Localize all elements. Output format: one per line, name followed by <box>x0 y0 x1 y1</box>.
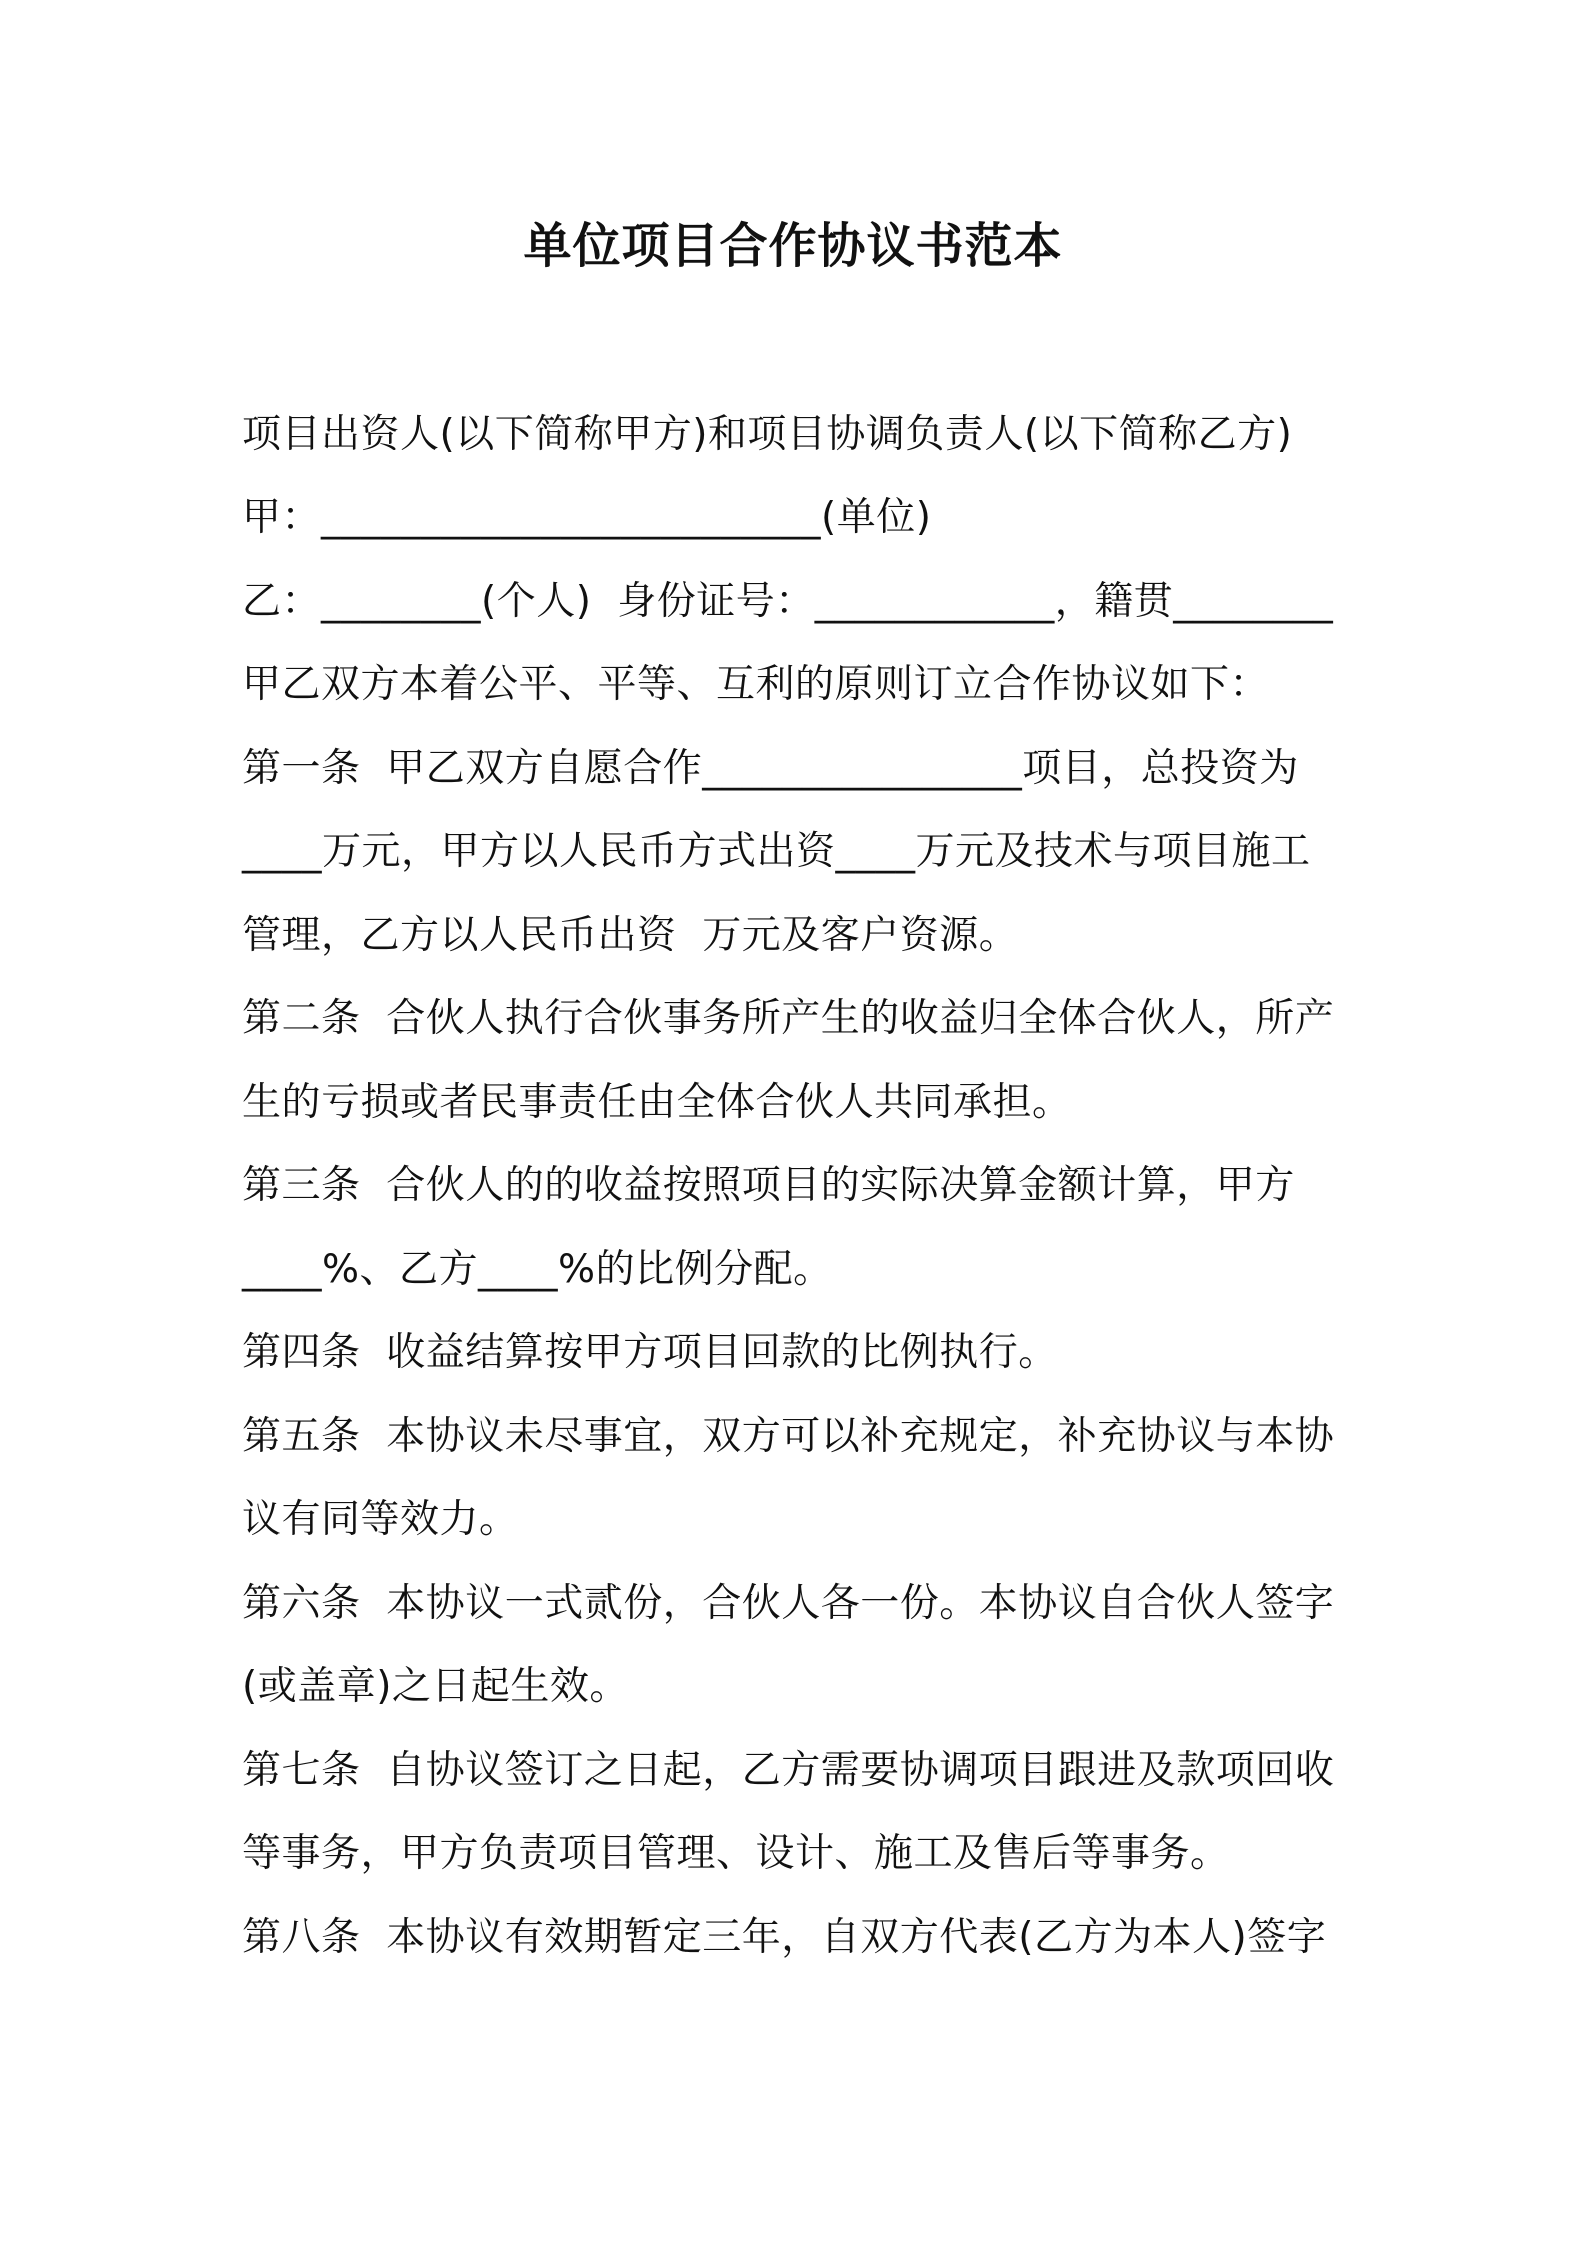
article-1-line-2: ____万元，甲方以人民币方式出资____万元及技术与项目施工 <box>242 829 1311 874</box>
article-1-line-3: 管理，乙方以人民币出资 万元及客户资源。 <box>242 913 1019 958</box>
article-2-line-1: 第二条 合伙人执行合伙事务所产生的收益归全体合伙人，所产 <box>242 996 1335 1041</box>
article-2-line-2: 生的亏损或者民事责任由全体合伙人共同承担。 <box>242 1080 1072 1125</box>
party-b-line: 乙：________(个人) 身份证号：____________，籍贯________ <box>242 579 1334 624</box>
article-5-line-1: 第五条 本协议未尽事宜，双方可以补充规定，补充协议与本协 <box>242 1414 1335 1459</box>
article-7-line-1: 第七条 自协议签订之日起，乙方需要协调项目跟进及款项回收 <box>242 1748 1335 1793</box>
article-6-line-1: 第六条 本协议一式贰份，合伙人各一份。本协议自合伙人签字 <box>242 1581 1335 1626</box>
party-a-line: 甲：_________________________(单位) <box>242 495 932 540</box>
article-3-line-1: 第三条 合伙人的的收益按照项目的实际决算金额计算，甲方 <box>242 1163 1295 1208</box>
document-title: 单位项目合作协议书范本 <box>523 218 1063 274</box>
article-3-line-2: ____%、乙方____%的比例分配。 <box>242 1247 833 1292</box>
preamble-parties: 项目出资人(以下简称甲方)和项目协调负责人(以下简称乙方) <box>242 412 1293 457</box>
article-1-line-1: 第一条 甲乙双方自愿合作________________项目，总投资为 <box>242 746 1299 791</box>
preamble-principle: 甲乙双方本着公平、平等、互利的原则订立合作协议如下： <box>242 662 1270 707</box>
article-5-line-2: 议有同等效力。 <box>242 1497 519 1542</box>
article-6-line-2: (或盖章)之日起生效。 <box>242 1664 629 1709</box>
article-7-line-2: 等事务，甲方负责项目管理、设计、施工及售后等事务。 <box>242 1831 1230 1876</box>
article-4-line-1: 第四条 收益结算按甲方项目回款的比例执行。 <box>242 1330 1058 1375</box>
article-8-line-1: 第八条 本协议有效期暂定三年，自双方代表(乙方为本人)签字 <box>242 1915 1327 1960</box>
